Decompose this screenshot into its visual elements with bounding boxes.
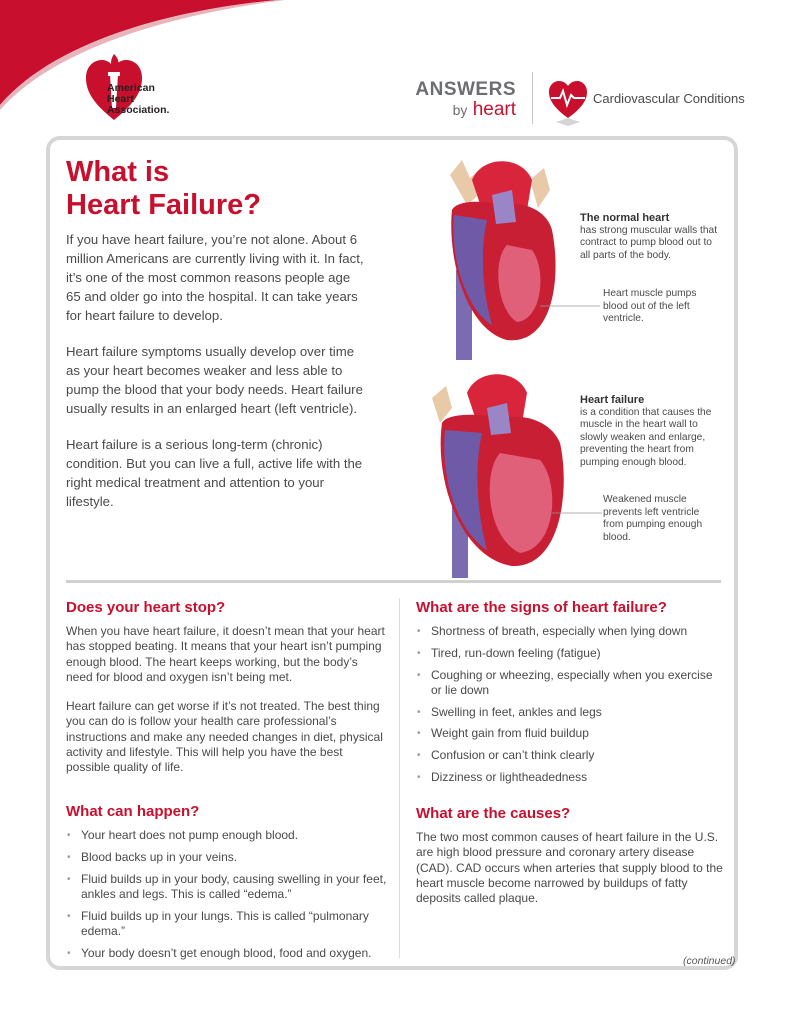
failing-heart-desc: is a condition that causes the muscle in the heart wall to slowly weaken and enlarge, preventing the heart from pumping enough blood. [580, 406, 712, 468]
title-line-2: Heart Failure? [66, 189, 261, 221]
continued-note: (continued) [683, 955, 736, 967]
causes-paragraph: The two most common causes of heart failure in the U.S. are high blood pressure and coronary artery disease (CAD). CAD occurs when arteries that supply blood to the heart muscle become narrowed by buildups of fatty deposits called plaque. [416, 830, 723, 906]
header-divider [532, 72, 533, 124]
intro-paragraph-1: If you have heart failure, you’re not alone. About 6 million Americans are currently living with it. In fact, it’s one of the most common reasons people age 65 and older go into the hospital. It can take years for heart failure to develop. [66, 232, 364, 323]
intro-paragraph-3: Heart failure is a serious long-term (chronic) condition. But you can live a full, active life with the right medical treatment and attention to your lifestyle. [66, 437, 363, 509]
normal-heart-heading: The normal heart [580, 212, 670, 224]
normal-heart-caption [580, 212, 720, 262]
by-word: by [452, 102, 468, 118]
title-line-1: What is [66, 156, 170, 188]
list-item: • Tired, run-down feeling (fatigue) [416, 646, 722, 661]
list-item: • Swelling in feet, ankles and legs [416, 705, 722, 720]
stop-paragraph-1: When you have heart failure, it doesn’t mean that your heart has stopped beating. It means that your heart isn’t pumping enough blood. The heart keeps working, but the body’s need for blood and oxygen isn’t being met. [66, 624, 385, 684]
normal-heart-note: Heart muscle pumps blood out of the left ventricle. [603, 288, 697, 324]
normal-heart-desc: has strong muscular walls that contract to pump blood out to all parts of the body. [580, 224, 718, 261]
section-divider [66, 580, 721, 583]
page-title [66, 156, 261, 222]
what-can-happen-list [66, 828, 388, 968]
aha-word-1: American [107, 82, 155, 94]
column-divider [399, 598, 400, 958]
aha-wordmark [107, 83, 169, 116]
list-item: • Your heart does not pump enough blood. [66, 828, 388, 843]
heart-ekg-icon [548, 78, 588, 128]
answers-by-heart-logo [408, 80, 516, 120]
normal-heart-leader-line [540, 305, 600, 307]
list-item: • Blood backs up in your veins. [66, 850, 388, 865]
intro-text [66, 230, 366, 528]
stop-paragraph-2: Heart failure can get worse if it’s not treated. The best thing you can do is follow your health care professional’s instructions and make any needed changes in diet, physical activity and lifestyle. This will help you have the best possible quality of life. [66, 699, 383, 775]
list-item: • Weight gain from fluid buildup [416, 726, 722, 741]
list-item: • Coughing or wheezing, especially when you exercise or lie down [416, 668, 722, 699]
failing-heart-heading: Heart failure [580, 394, 645, 406]
heading-signs: What are the signs of heart failure? [416, 599, 667, 616]
aha-word-3: Association. [107, 104, 170, 116]
list-item: • Your body doesn’t get enough blood, food and oxygen. [66, 946, 388, 961]
aha-word-2: Heart [107, 93, 134, 105]
signs-list [416, 624, 722, 792]
category-label: Cardiovascular Conditions [593, 91, 745, 106]
heading-causes: What are the causes? [416, 805, 571, 822]
normal-heart-illustration [412, 150, 572, 360]
failing-heart-note: Weakened muscle prevents left ventricle from pumping enough blood. [603, 494, 703, 543]
failing-heart-caption [580, 394, 720, 469]
list-item: • Fluid builds up in your body, causing swelling in your feet, ankles and legs. This is called “edema.” [66, 872, 388, 903]
list-item: • Fluid builds up in your lungs. This is called “pulmonary edema.” [66, 909, 388, 940]
list-item: • Shortness of breath, especially when lying down [416, 624, 722, 639]
heading-what-can-happen: What can happen? [66, 803, 200, 820]
heart-word: heart [472, 99, 516, 120]
intro-paragraph-2: Heart failure symptoms usually develop over time as your heart becomes weaker and less able to pump the blood that your body needs. Heart failure usually results in an enlarged heart (left ventricle). [66, 344, 363, 416]
list-item: • Dizziness or lightheadedness [416, 770, 722, 785]
failing-heart-leader-line [552, 512, 602, 514]
list-item: • Confusion or can’t think clearly [416, 748, 722, 763]
heading-does-heart-stop: Does your heart stop? [66, 599, 226, 616]
failing-heart-illustration [412, 368, 572, 578]
answers-word: ANSWERS [415, 79, 516, 100]
by-heart-line [408, 100, 516, 120]
